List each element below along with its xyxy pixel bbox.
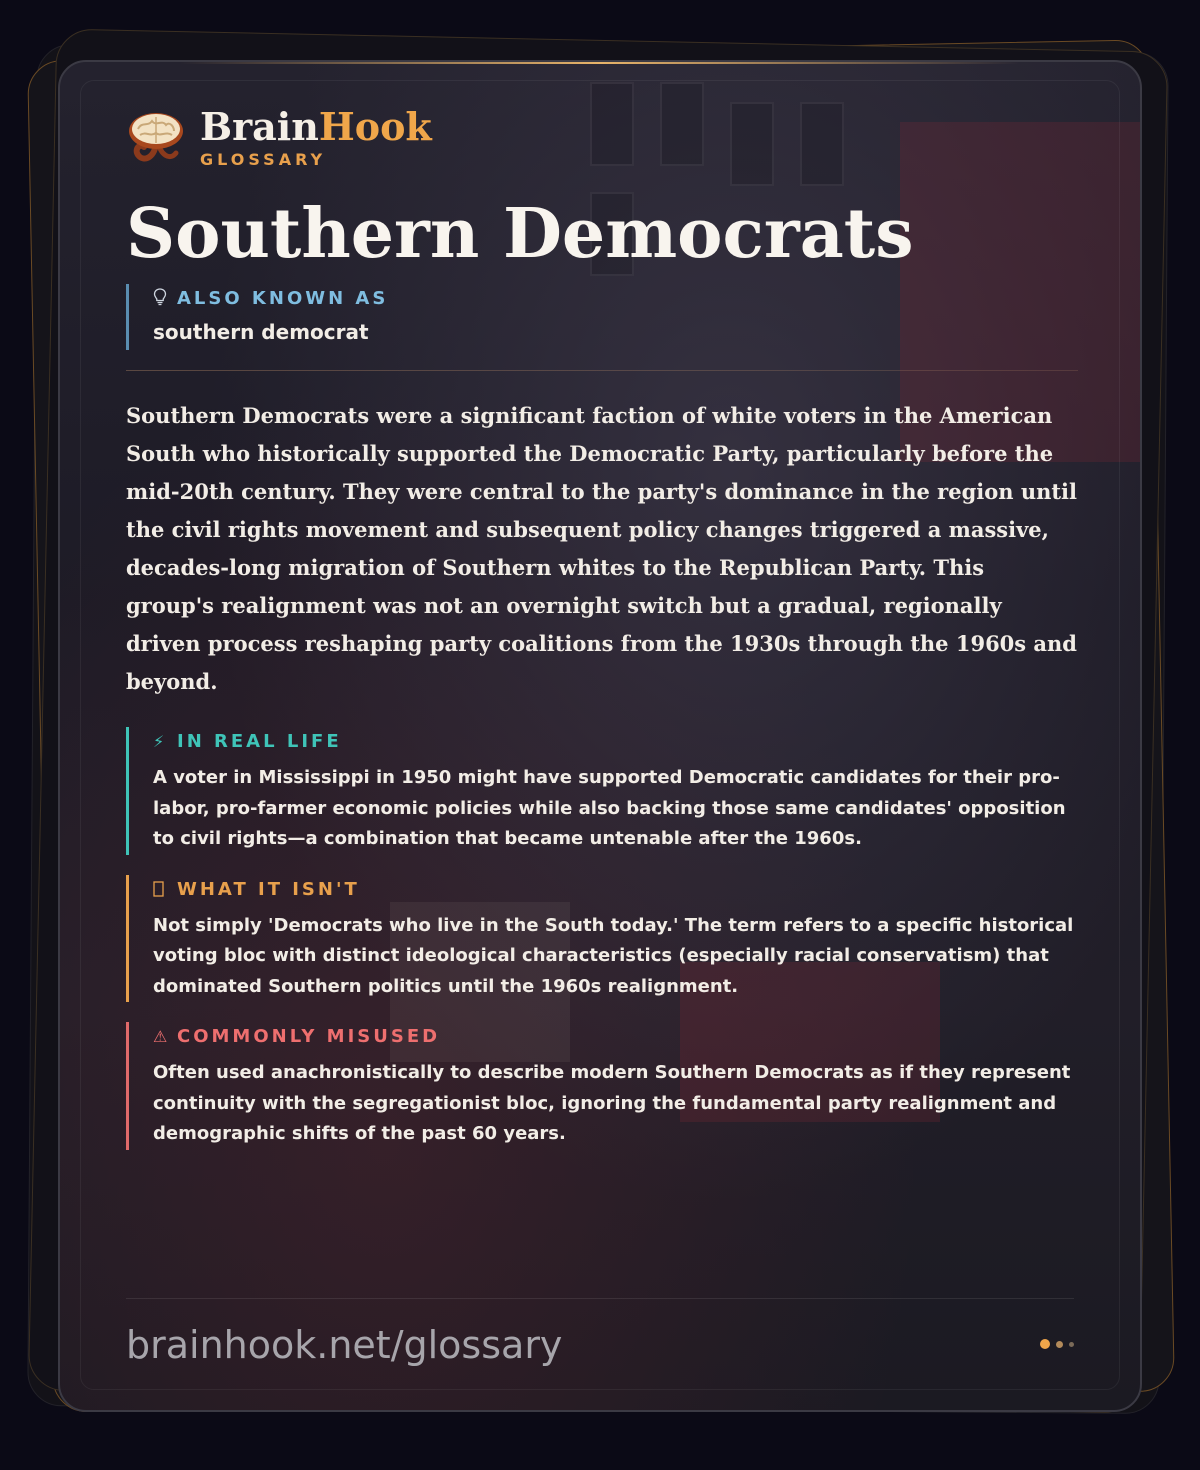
lightning-icon: ⚡	[153, 732, 168, 751]
brand-text	[200, 103, 432, 169]
what-it-isnt-body: Not simply 'Democrats who live in the South today.' The term refers to a specific historical voting bloc with distinct ideological characteristics (especially racial conservatism) that dominated Southern politics until the 1960s realignment.	[153, 914, 1074, 997]
lightbulb-icon	[153, 286, 171, 312]
pagination-dot	[1056, 1341, 1063, 1348]
pagination-dot	[1069, 1342, 1074, 1347]
pagination-dots	[1040, 1339, 1074, 1349]
brand-name-part2: Hook	[318, 103, 432, 149]
commonly-misused-label-text: COMMONLY MISUSED	[177, 1026, 441, 1047]
what-it-isnt-section	[126, 875, 1078, 1003]
brain-hook-logo-icon	[126, 107, 186, 167]
glossary-card	[58, 60, 1142, 1412]
card-footer	[126, 1298, 1074, 1389]
also-known-as-value: southern democrat	[153, 320, 369, 344]
commonly-misused-section	[126, 1022, 1078, 1150]
commonly-misused-body: Often used anachronistically to describe modern Southern Democrats as if they represent continuity with the segregationist bloc, ignoring the fundamental party realignment and demographic shifts of the past 60 years.	[153, 1062, 1071, 1144]
brand-name-part1: Brain	[200, 103, 319, 149]
what-it-isnt-label	[153, 875, 1078, 903]
in-real-life-label	[153, 727, 1078, 755]
also-known-as-block	[126, 284, 1078, 350]
brand-name	[200, 103, 432, 149]
commonly-misused-label	[153, 1022, 1078, 1050]
warning-icon: ⚠	[153, 1027, 171, 1046]
in-real-life-body: A voter in Mississippi in 1950 might have supported Democratic candidates for their pro-labor, pro-farmer economic policies while also backing those same candidates' opposition to civil rights—a combination that became untenable after the 1960s.	[153, 767, 1066, 849]
in-real-life-section	[126, 727, 1078, 855]
also-known-as-label-text: ALSO KNOWN AS	[177, 288, 389, 309]
section-divider	[126, 370, 1078, 371]
what-it-isnt-label-text: WHAT IT ISN'T	[177, 878, 360, 900]
term-title: Southern Democrats	[126, 194, 914, 274]
brand-header	[126, 102, 1078, 172]
also-known-as-label	[153, 284, 1078, 312]
in-real-life-label-text: IN REAL LIFE	[177, 731, 342, 752]
card-content	[126, 102, 1078, 1170]
term-definition: Southern Democrats were a significant faction of white voters in the American South who historically supported the Democratic Party, particularly before the mid-20th century. They were central to the party's dominance in the region until the civil rights movement and subsequent policy changes triggered a massive, decades-long migration of Southern whites to the Republican Party. This group's realignment was not an overnight switch but a gradual, regionally driven process reshaping party coalitions from the 1930s through the 1960s and beyond.	[126, 403, 1078, 694]
footer-url-link[interactable]: brainhook.net/glossary	[126, 1323, 563, 1367]
missing-glyph-icon	[153, 877, 171, 903]
brand-subtitle: GLOSSARY	[200, 149, 327, 169]
card-top-accent-line	[180, 62, 1020, 64]
pagination-dot-active	[1040, 1339, 1050, 1349]
